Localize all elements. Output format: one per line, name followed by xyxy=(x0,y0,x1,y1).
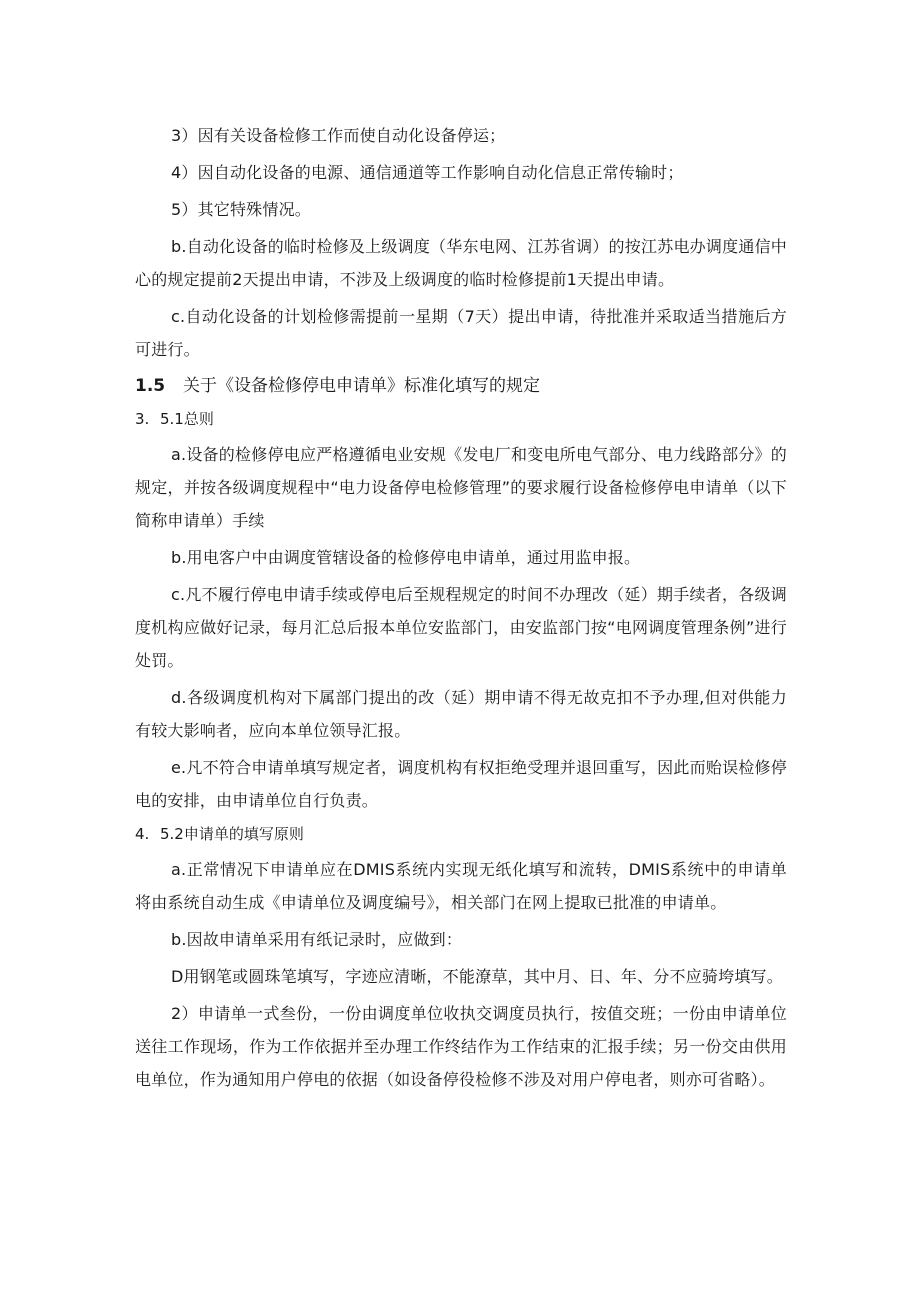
paragraph: b.用电客户中由调度管辖设备的检修停电申请单，通过用监申报。 xyxy=(171,548,641,567)
paragraph: c.凡不履行停电申请手续或停电后至规程规定的时间不办理改（延）期手续者，各级调度机构应做好记录，每月汇总后报本单位安监部门，由安监部门按“电网调度管理条例”进行处罚。 xyxy=(135,585,787,670)
paragraph: a.正常情况下申请单应在DMIS系统内实现无纸化填写和流转，DMIS系统中的申请单将由系统自动生成《申请单位及调度编号》，相关部门在网上提取已批准的申请单。 xyxy=(135,860,787,912)
paragraph: e.凡不符合申请单填写规定者，调度机构有权拒绝受理并退回重写，因此而贻误检修停电的安排，由申请单位自行负责。 xyxy=(135,758,787,810)
subsection-heading-principles xyxy=(135,821,787,847)
paragraph: 4）因自动化设备的电源、通信通道等工作影响自动化信息正常传输时； xyxy=(171,163,684,182)
subsection-title: 5.1总则 xyxy=(160,410,214,428)
paragraph: 2）申请单一式叁份，一份由调度单位收执交调度员执行，按值交班；一份由申请单位送往工作现场，作为工作依据并至办理工作终结作为工作结束的汇报手续；另一份交由供用电单位，作为通知用户停电的依据（如设备停役检修不涉及对用户停电者，则亦可省略）。 xyxy=(135,1004,787,1089)
subsection-number: 4. xyxy=(135,825,150,843)
paragraph: 5）其它特殊情况。 xyxy=(171,200,311,219)
paragraph: a.设备的检修停电应严格遵循电业安规《发电厂和变电所电气部分、电力线路部分》的规定，并按各级调度规程中“电力设备停电检修管理”的要求履行设备检修停电申请单（以下简称申请单）手续 xyxy=(135,445,787,530)
paragraph: c.自动化设备的计划检修需提前一星期（7天）提出申请，待批准并采取适当措施后方可进行。 xyxy=(135,307,787,359)
paragraph: D用钢笔或圆珠笔填写，字迹应清晰，不能潦草，其中月、日、年、分不应骑垮填写。 xyxy=(171,967,783,986)
section-heading-title: 关于《设备检修停电申请单》标准化填写的规定 xyxy=(183,376,540,396)
subsection-title: 5.2申请单的填写原则 xyxy=(160,825,304,843)
paragraph: 3）因有关设备检修工作而使自动化设备停运； xyxy=(171,126,506,145)
section-heading-number: 1.5 xyxy=(135,376,166,396)
document-body xyxy=(135,119,787,1100)
section-heading xyxy=(135,372,787,400)
paragraph: b.因故申请单采用有纸记录时，应做到： xyxy=(171,930,463,949)
subsection-number: 3. xyxy=(135,410,150,428)
paragraph: b.自动化设备的临时检修及上级调度（华东电网、江苏省调）的按江苏电办调度通信中心的规定提前2天提出申请，不涉及上级调度的临时检修提前1天提出申请。 xyxy=(135,237,787,289)
subsection-heading-general xyxy=(135,406,787,432)
paragraph: d.各级调度机构对下属部门提出的改（延）期申请不得无故克扣不予办理,但对供能力有较大影响者，应向本单位领导汇报。 xyxy=(135,688,787,740)
